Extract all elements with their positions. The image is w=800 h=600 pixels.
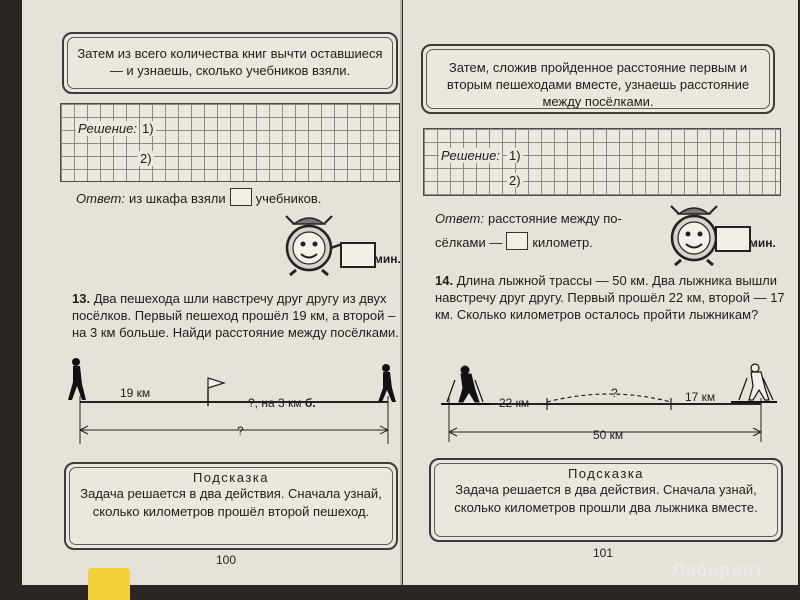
solution-grid bbox=[60, 103, 400, 182]
watermark-logo: Лабиринт bbox=[672, 560, 764, 580]
hint-text: Задача решается в два действия. Сначала узнай, сколько километров прошли два лыжника вместе. bbox=[454, 482, 758, 515]
minutes-label: мин. bbox=[374, 252, 401, 266]
answer-line-2-suffix: километр. bbox=[532, 235, 593, 250]
segment-second-label: ?, на 3 км б. bbox=[248, 396, 316, 410]
answer-line-1: расстояние между по- bbox=[487, 211, 622, 226]
instruction-box bbox=[421, 44, 775, 114]
task-number: 14. bbox=[435, 273, 454, 288]
solution-step-2: 2) bbox=[140, 151, 152, 166]
task-text: Два пешехода шли навстречу друг другу из двух посёлков. Первый пешеход прошёл 19 км, а второй – на 3 км больше. Найди расстояние между посёлками. bbox=[72, 291, 399, 340]
sticky-note-tab bbox=[88, 568, 130, 600]
total-question-label: ? bbox=[237, 424, 244, 438]
hint-text: Задача решается в два действия. Сначала узнай, сколько километров прошёл второй пешеход. bbox=[80, 486, 382, 519]
task-text: Длина лыжной трассы — 50 км. Два лыжника вышли навстречу друг другу. Первый прошёл 22 км, второй — 17 км. Сколько километров осталось пройти лыжникам? bbox=[435, 273, 785, 322]
page-number: 101 bbox=[593, 546, 614, 560]
hint-box bbox=[429, 458, 783, 542]
hint-box bbox=[64, 462, 398, 550]
pedestrians-diagram bbox=[58, 356, 398, 450]
answer-suffix: учебников. bbox=[255, 191, 322, 206]
left-page bbox=[22, 0, 402, 585]
instruction-text: Затем из всего количества книг вычти оставшиеся — и узнаешь, сколько учебников взяли. bbox=[77, 46, 383, 78]
solution-label: Решение: bbox=[78, 121, 138, 136]
answer-label: Ответ: bbox=[435, 211, 484, 226]
alarm-clock-mascot-icon bbox=[274, 214, 344, 276]
task-number: 13. bbox=[72, 291, 91, 306]
solution-step-1: 1) bbox=[509, 148, 521, 163]
minutes-label: мин. bbox=[749, 236, 776, 250]
answer-prefix: из шкафа взяли bbox=[128, 191, 226, 206]
answer-line-2-prefix: сёлками — bbox=[435, 235, 503, 250]
segment-17km-label: 17 км bbox=[685, 390, 716, 404]
minutes-box[interactable] bbox=[340, 242, 376, 268]
solution-step-1: 1) bbox=[142, 121, 154, 136]
middle-question-label: ? bbox=[611, 386, 618, 400]
segment-19km-label: 19 км bbox=[120, 386, 151, 400]
solution-step-2: 2) bbox=[509, 173, 521, 188]
answer-box[interactable] bbox=[506, 232, 528, 250]
segment-22km-label: 22 км bbox=[499, 396, 530, 410]
hint-title: Подсказка bbox=[567, 466, 645, 481]
right-page bbox=[403, 0, 798, 585]
task-14 bbox=[435, 272, 785, 323]
hint-title: Подсказка bbox=[192, 470, 270, 485]
page-number: 100 bbox=[216, 553, 237, 567]
answer-line bbox=[435, 210, 655, 252]
instruction-text: Затем, сложив пройденное расстояние первым и вторым пешеходами вместе, узнаешь расстояние между посёлками. bbox=[446, 60, 750, 109]
answer-label: Ответ: bbox=[76, 191, 125, 206]
answer-box[interactable] bbox=[230, 188, 252, 206]
answer-line bbox=[76, 188, 321, 208]
task-13 bbox=[72, 290, 402, 341]
total-50km-label: 50 км bbox=[593, 428, 624, 442]
solution-label: Решение: bbox=[441, 148, 501, 163]
minutes-box[interactable] bbox=[715, 226, 751, 252]
instruction-box bbox=[62, 32, 398, 94]
